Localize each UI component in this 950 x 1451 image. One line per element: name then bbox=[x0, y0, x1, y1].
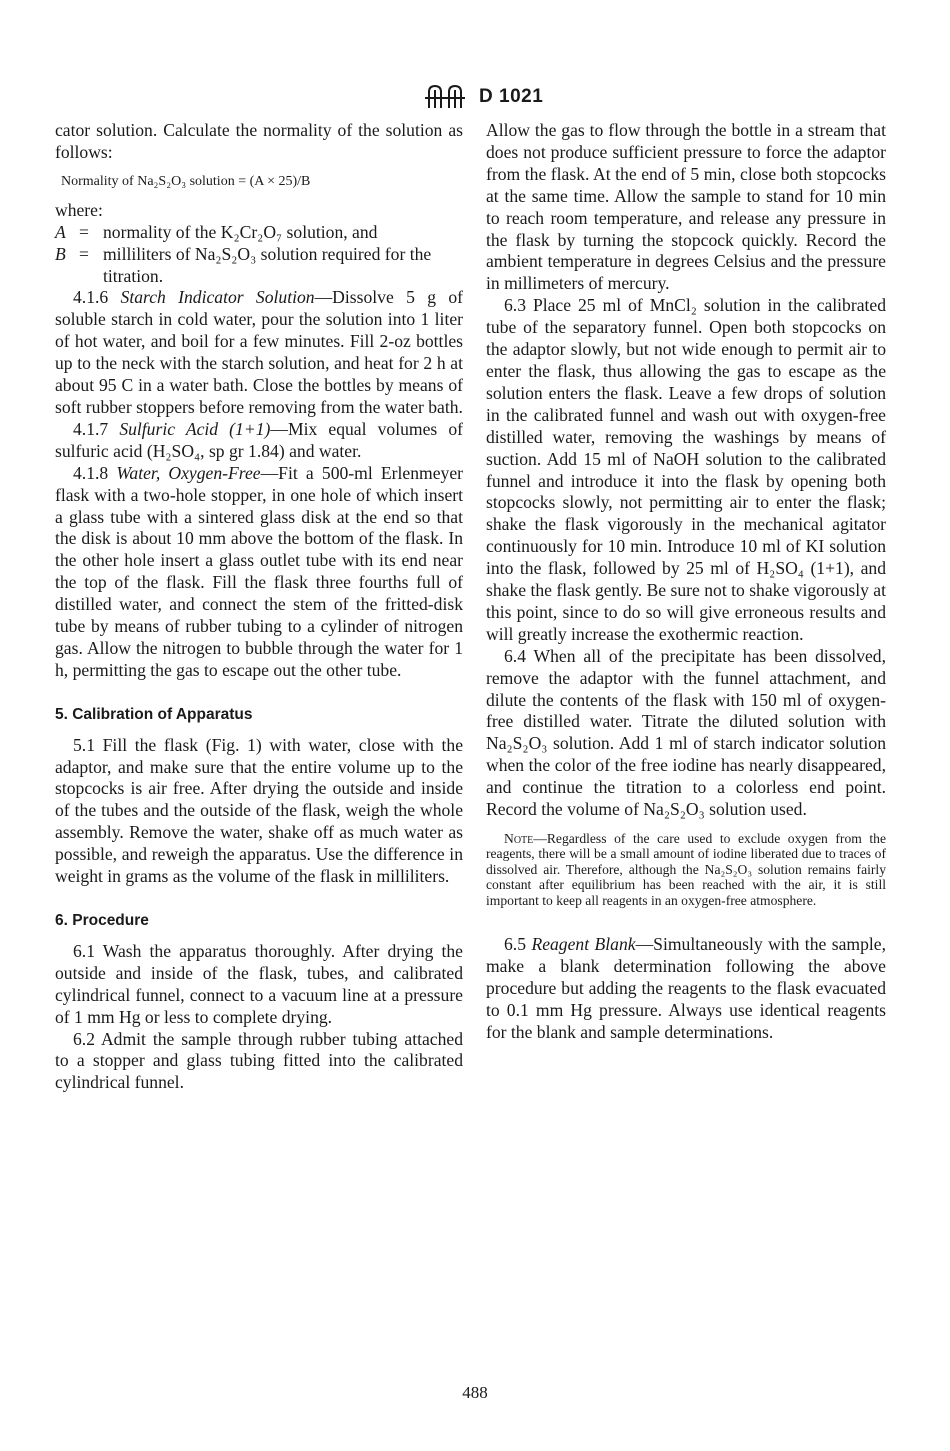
paragraph-6-5 bbox=[486, 934, 886, 1044]
left-column bbox=[55, 120, 463, 1094]
paragraph-body: —Mix equal volumes of sulfuric acid (H₂SO₄, sp gr 1.84) and water. bbox=[55, 418, 463, 461]
definition-text: normality of the K₂Cr₂O₇ solution, and bbox=[103, 221, 378, 242]
definition-equals: = bbox=[79, 221, 89, 242]
definition-equals: = bbox=[79, 243, 89, 264]
paragraph-6-1: 6.1 Wash the apparatus thoroughly. After drying the outside and inside of the flask, tubes, and calibrated cylindrical funnel, connect to a vacuum line at a pressure of 1 mm Hg or less to complete drying. bbox=[55, 940, 463, 1027]
definition-symbol: B bbox=[55, 243, 66, 264]
normality-formula: Normality of Na₂S₂O₃ solution = (A × 25)/B bbox=[61, 173, 311, 189]
paragraph-4-1-8 bbox=[55, 463, 463, 682]
note-paragraph bbox=[486, 831, 886, 908]
definition-a bbox=[55, 222, 463, 244]
where-label: where: bbox=[55, 199, 103, 220]
note-label: Note bbox=[504, 831, 534, 846]
document-designation: D 1021 bbox=[479, 86, 544, 107]
page-header bbox=[0, 84, 950, 114]
note-body: —Regardless of the care used to exclude oxygen from the reagents, there will be a small amount of iodine liberated due to traces of dissolved air. Therefore, although the Na₂S₂O₃ solution remains fairly constant after equilibrium has been reached with the air, it is still important to keep all reagents in an oxygen-free atmosphere. bbox=[486, 831, 886, 908]
paragraph-title: Sulfuric Acid (1+1) bbox=[119, 418, 271, 439]
paragraph-number: 4.1.8 bbox=[73, 462, 109, 483]
paragraph-number: 4.1.6 bbox=[73, 287, 109, 308]
page-number: 488 bbox=[462, 1383, 488, 1402]
paragraph-title: Starch Indicator Solution bbox=[120, 287, 315, 308]
section-5-heading: 5. Calibration of Apparatus bbox=[55, 705, 253, 723]
section-6-heading: 6. Procedure bbox=[55, 912, 149, 929]
paragraph-5-1: 5.1 Fill the flask (Fig. 1) with water, close with the adaptor, and make sure that the entire volume up to the stopcocks is air free. After drying the outside and inside of the tubes and the outside of the flask, weigh the whole assembly. Remove the water, shake off as much water as possible, and reweigh the apparatus. Use the difference in weight in grams as the volume of the flask in milliliters. bbox=[55, 734, 463, 887]
paragraph-body: —Simultaneously with the sample, make a blank determination following the above procedure but adding the reagents to the flask evacuated to 0.1 mm Hg pressure. Always use identical reagents for the blank and sample determinations. bbox=[486, 934, 886, 1042]
definition-symbol: A bbox=[55, 221, 66, 242]
paragraph-6-3: 6.3 Place 25 ml of MnCl₂ solution in the calibrated tube of the separatory funnel. Open both stopcocks on the adaptor slowly, but not wide enough to permit air to enter the flask, thus allowing the gas to escape as the solution enters the flask. Leave a few drops of solution in the calibrated funnel and wash out with oxygen-free distilled water, removing the washings by means of suction. Add 15 ml of NaOH solution to the calibrated funnel and introduce it into the flask by opening both stopcocks slowly, not permitting air to enter the flask; shake the flask vigorously in the mechanical agitator continuously for 10 min. Introduce 10 ml of KI solution into the flask, followed by 25 ml of H₂SO₄ (1+1), and shake the flask gently. Be sure not to shake vigorously at this point, since to do so will give erroneous results and will greatly increase the exothermic reaction. bbox=[486, 295, 887, 644]
paragraph-title: Water, Oxygen-Free bbox=[116, 462, 261, 483]
paragraph-number: 4.1.7 bbox=[73, 418, 109, 439]
paragraph-number: 6.5 bbox=[504, 934, 526, 955]
astm-logo-icon bbox=[423, 84, 467, 110]
paragraph-body: —Dissolve 5 g of soluble starch in cold water, pour the solution into 1 liter of hot water, and boil for a few minutes. Fill 2-oz bottles up to the neck with the starch solution, and heat for 2 h at about 95 C in a water bath. Close the bottles by means of soft rubber stoppers before removing from the water bath. bbox=[55, 287, 463, 417]
paragraph-6-4: 6.4 When all of the precipitate has been dissolved, remove the adaptor with the funnel attachment, and dilute the contents of the flask with 150 ml of oxygen-free distilled water. Titrate the diluted solution with Na₂S₂O₃ solution. Add 1 ml of starch indicator solution when the color of the free iodine has nearly disappeared, and continue the titration to a colorless end point. Record the volume of Na₂S₂O₃ solution used. bbox=[486, 645, 886, 820]
spacer bbox=[486, 908, 886, 934]
intro-paragraph: cator solution. Calculate the normality of the solution as follows: bbox=[55, 120, 463, 162]
paragraph-title: Reagent Blank bbox=[531, 934, 636, 955]
right-column bbox=[486, 120, 886, 1044]
definition-b bbox=[55, 244, 463, 288]
paragraph-6-2: 6.2 Admit the sample through rubber tubing attached to a stopper and glass tubing fitted into the calibrated cylindrical funnel. bbox=[55, 1028, 463, 1093]
paragraph-4-1-6 bbox=[55, 287, 463, 418]
paragraph-6-2-continued: Allow the gas to flow through the bottle in a stream that does not produce sufficient pressure to force the adaptor from the flask. At the end of 5 min, close both stopcocks at the same time. Allow the sample to stand for 10 min to reach room temperature, and release any pressure in the flask by turning the stopcock quickly. Record the ambient temperature in degrees Celsius and the pressure in millimeters of mercury. bbox=[486, 120, 886, 294]
paragraph-body: —Fit a 500-ml Erlenmeyer flask with a two-hole stopper, in one hole of which insert a glass tube with a sintered glass disk at the end so that the disk is about 10 mm above the bottom of the flask. In the other hole insert a glass outlet tube with its end near the top of the flask. Fill the flask three fourths full of distilled water, and connect the stem of the fritted-disk tube by means of rubber tubing to a cylinder of nitrogen gas. Allow the nitrogen to bubble through the water for 1 h, permitting the gas to escape out the other tube. bbox=[55, 462, 463, 680]
definition-text: milliliters of Na₂S₂O₃ solution required for the titration. bbox=[103, 243, 432, 286]
paragraph-4-1-7 bbox=[55, 419, 463, 463]
